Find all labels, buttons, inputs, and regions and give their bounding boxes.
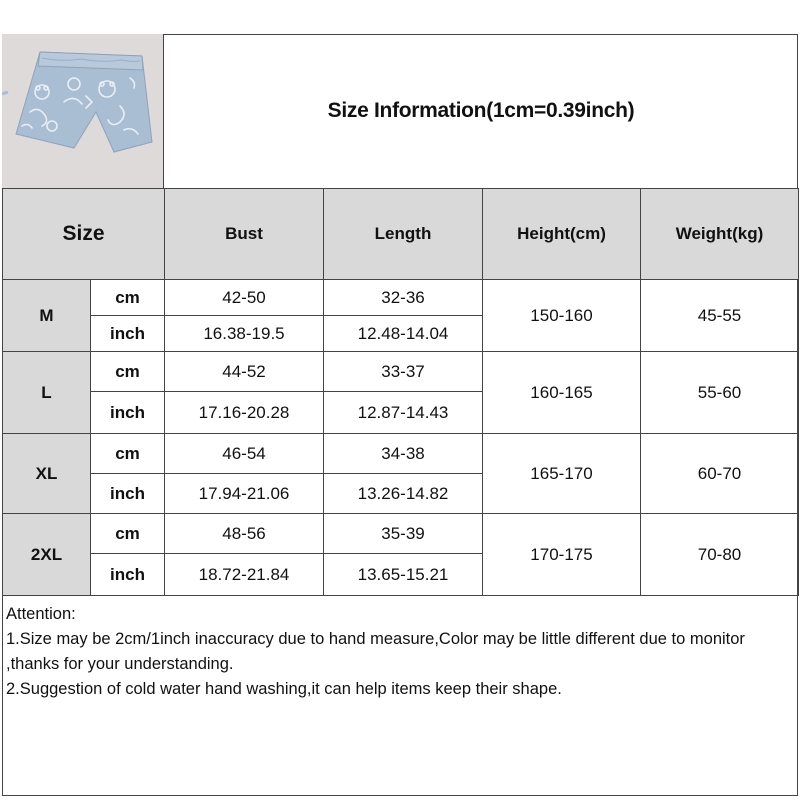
header-weight: Weight(kg) <box>641 189 799 280</box>
size-table-wrap <box>2 188 798 596</box>
length-inch: 13.65-15.21 <box>324 554 483 596</box>
unit-inch: inch <box>91 474 165 514</box>
height-value: 170-175 <box>483 514 641 596</box>
weight-value: 60-70 <box>641 434 799 514</box>
table-row <box>3 352 799 392</box>
weight-value: 70-80 <box>641 514 799 596</box>
size-label: L <box>3 352 91 434</box>
size-label: 2XL <box>3 514 91 596</box>
title-cell <box>164 34 798 188</box>
unit-cm: cm <box>91 352 165 392</box>
length-inch: 12.87-14.43 <box>324 392 483 434</box>
header-height: Height(cm) <box>483 189 641 280</box>
bust-inch: 16.38-19.5 <box>165 316 324 352</box>
length-inch: 12.48-14.04 <box>324 316 483 352</box>
header-length: Length <box>324 189 483 280</box>
notes-line-1: 1.Size may be 2cm/1inch inaccuracy due to hand measure,Color may be little different due to monitor ,thanks for your understanding. <box>6 630 745 673</box>
weight-value: 45-55 <box>641 280 799 352</box>
page-title: Size Information(1cm=0.39inch) <box>327 99 635 122</box>
bust-inch: 18.72-21.84 <box>165 554 324 596</box>
product-photo <box>2 34 164 188</box>
unit-inch: inch <box>91 554 165 596</box>
height-value: 160-165 <box>483 352 641 434</box>
unit-cm: cm <box>91 280 165 316</box>
length-cm: 34-38 <box>324 434 483 474</box>
attention-notes <box>2 600 798 704</box>
length-cm: 32-36 <box>324 280 483 316</box>
header-size: Size <box>3 189 165 280</box>
bust-cm: 46-54 <box>165 434 324 474</box>
bust-cm: 48-56 <box>165 514 324 554</box>
header-bust: Bust <box>165 189 324 280</box>
length-cm: 33-37 <box>324 352 483 392</box>
size-label: XL <box>3 434 91 514</box>
shorts-image <box>2 34 164 188</box>
table-header-row <box>3 189 799 280</box>
length-inch: 13.26-14.82 <box>324 474 483 514</box>
unit-cm: cm <box>91 514 165 554</box>
table-row <box>3 434 799 474</box>
table-row <box>3 514 799 554</box>
bust-cm: 44-52 <box>165 352 324 392</box>
height-value: 165-170 <box>483 434 641 514</box>
notes-line-2: 2.Suggestion of cold water hand washing,it can help items keep their shape. <box>6 680 562 698</box>
height-value: 150-160 <box>483 280 641 352</box>
size-label: M <box>3 280 91 352</box>
weight-value: 55-60 <box>641 352 799 434</box>
size-table <box>2 188 799 596</box>
notes-heading: Attention: <box>6 605 76 623</box>
length-cm: 35-39 <box>324 514 483 554</box>
unit-cm: cm <box>91 434 165 474</box>
table-row <box>3 280 799 316</box>
unit-inch: inch <box>91 316 165 352</box>
bust-inch: 17.16-20.28 <box>165 392 324 434</box>
bust-cm: 42-50 <box>165 280 324 316</box>
unit-inch: inch <box>91 392 165 434</box>
bust-inch: 17.94-21.06 <box>165 474 324 514</box>
